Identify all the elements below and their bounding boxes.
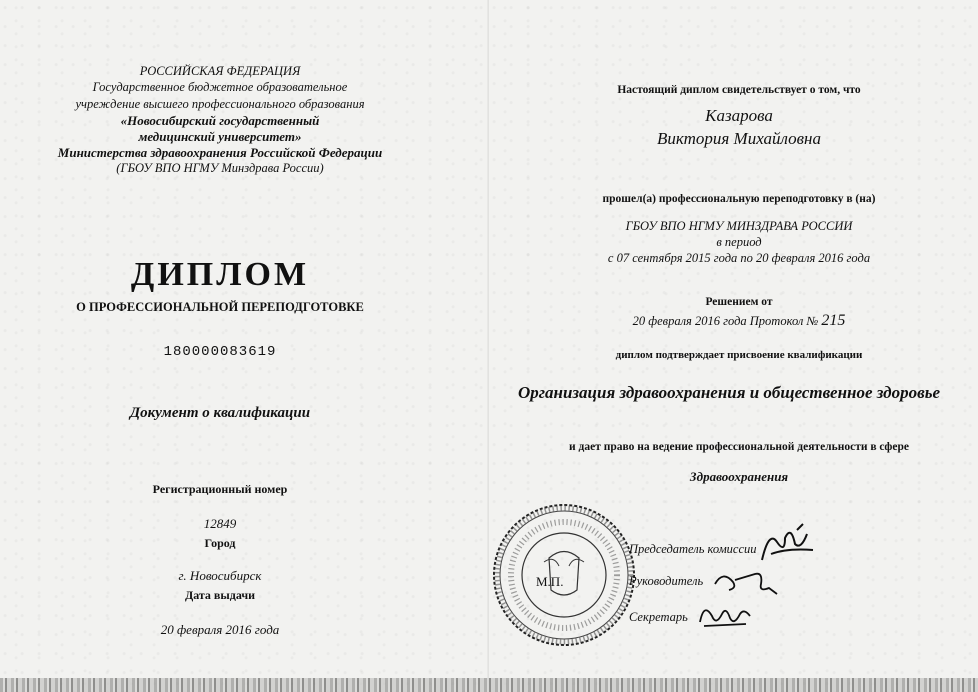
- qualification-title: Организация здравоохранения и общественное здоровье: [517, 383, 941, 402]
- protocol-number: 215: [821, 312, 846, 329]
- period-value: с 07 сентября 2015 года по 20 февраля 2016 года: [607, 251, 871, 265]
- period-label: в период: [716, 235, 762, 249]
- document-subtitle: О ПРОФЕССИОНАЛЬНОЙ ПЕРЕПОДГОТОВКЕ: [76, 300, 364, 314]
- document-title: ДИПЛОМ: [130, 256, 310, 293]
- secretary-signature: [694, 596, 754, 632]
- document-type: Документ о квалификации: [129, 405, 311, 421]
- protocol-prefix: 20 февраля 2016 года Протокол №: [632, 314, 819, 328]
- issuer-line-1: Государственное бюджетное образовательное: [92, 80, 348, 94]
- seal-mp-text: М.П.: [536, 574, 564, 589]
- official-seal-stamp: [489, 500, 639, 650]
- holder-surname: Казарова: [705, 106, 773, 125]
- diploma-right-page: [489, 0, 978, 692]
- city-value: г. Новосибирск: [178, 568, 262, 583]
- training-organization: ГБОУ ВПО НГМУ МИНЗДРАВА РОССИИ: [625, 219, 853, 233]
- retraining-text: прошел(а) профессиональную переподготовку в (на): [602, 193, 876, 205]
- holder-given-names: Виктория Михайловна: [657, 129, 821, 148]
- document-number: 180000083619: [163, 344, 277, 360]
- issuer-line-5: Министерства здравоохранения Российской Федерации: [57, 145, 383, 160]
- city-label: Город: [204, 536, 236, 550]
- professional-sphere-value: Здравоохранения: [689, 469, 789, 484]
- issue-date-value: 20 февраля 2016 года: [160, 622, 280, 637]
- certifies-text: Настоящий диплом свидетельствует о том, что: [617, 84, 861, 96]
- issuer-line-2: учреждение высшего профессионального образования: [75, 97, 365, 111]
- head-label: Руководитель: [629, 574, 704, 588]
- scan-bottom-edge: [0, 678, 978, 692]
- secretary-label: Секретарь: [629, 610, 688, 624]
- issuer-line-4: медицинский университет»: [138, 129, 302, 144]
- registration-number-label: Регистрационный номер: [152, 482, 288, 496]
- confirms-qualification-text: диплом подтверждает присвоение квалификации: [615, 349, 863, 361]
- issuer-short-name: (ГБОУ ВПО НГМУ Минздрава России): [116, 161, 324, 175]
- issue-date-label: Дата выдачи: [184, 588, 256, 602]
- issuer-country: РОССИЙСКАЯ ФЕДЕРАЦИЯ: [139, 64, 301, 78]
- issuer-line-3: «Новосибирский государственный: [120, 113, 320, 128]
- protocol-line: [559, 312, 919, 330]
- decision-label: Решением от: [705, 296, 773, 308]
- registration-number-value: 12849: [203, 516, 237, 531]
- commission-chair-label: Председатель комиссии: [629, 542, 757, 556]
- professional-sphere-text: и дает право на ведение профессиональной деятельности в сфере: [569, 441, 909, 453]
